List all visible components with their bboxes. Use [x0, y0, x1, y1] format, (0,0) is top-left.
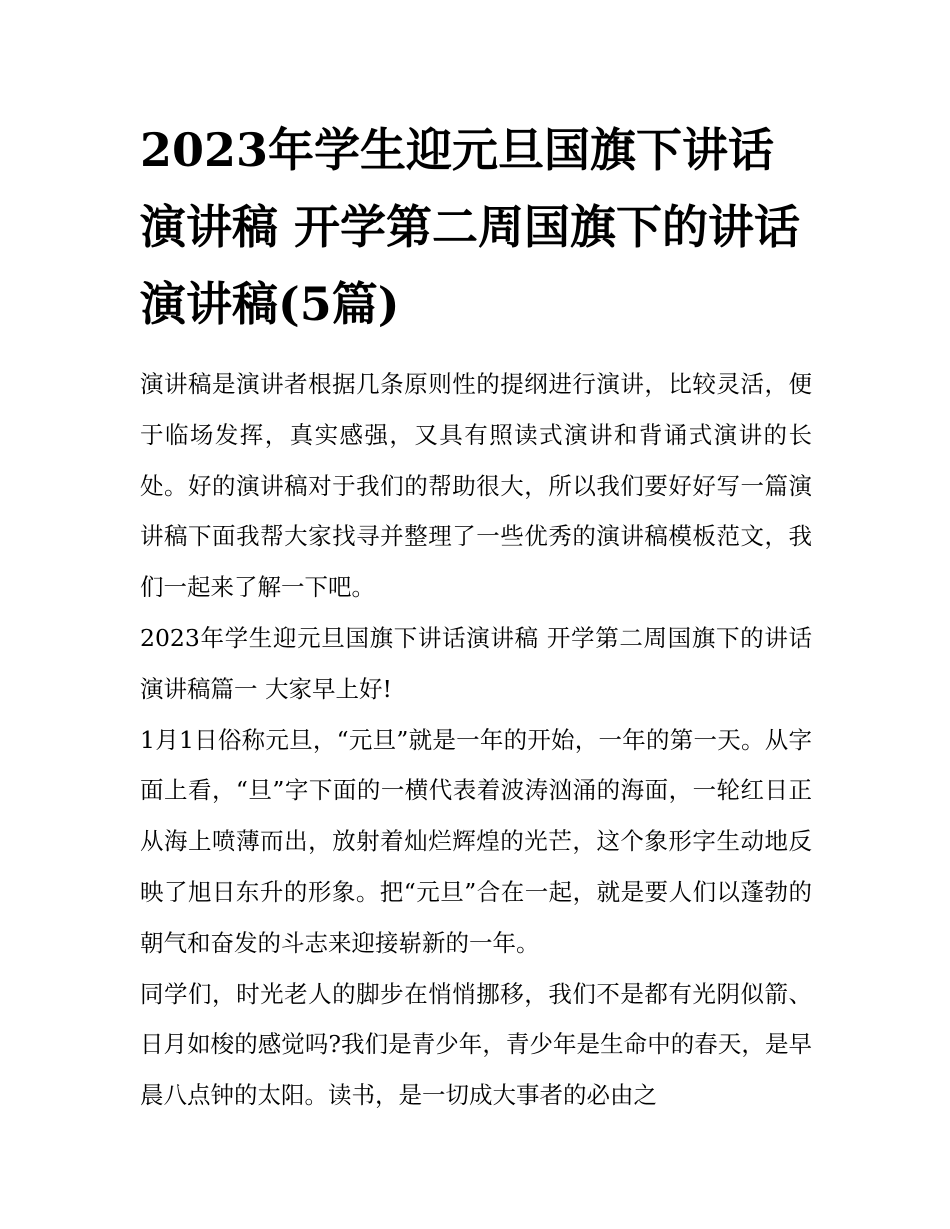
- document-body: [140, 359, 812, 1121]
- document-content: [140, 112, 812, 1121]
- document-title: 2023年学生迎元旦国旗下讲话演讲稿 开学第二周国旗下的讲话演讲稿(5篇): [140, 123, 801, 331]
- paragraph-speech-heading: 2023年学生迎元旦国旗下讲话演讲稿 开学第二周国旗下的讲话演讲稿篇一 大家早上好!: [140, 623, 812, 703]
- paragraph-classmates: 同学们，时光老人的脚步在悄悄挪移，我们不是都有光阴似箭、日月如梭的感觉吗?我们是青少年，青少年是生命中的春天，是早晨八点钟的太阳。读书，是一切成大事者的必由之: [140, 979, 812, 1110]
- paragraph-new-year: 1月1日俗称元旦，“元旦”就是一年的开始，一年的第一天。从字面上看，“旦”字下面的一横代表着波涛汹涌的海面，一轮红日正从海上喷薄而出，放射着灿烂辉煌的光芒，这个象形字生动地反映了旭日东升的形象。把“元旦”合在一起，就是要人们以蓬勃的朝气和奋发的斗志来迎接崭新的一年。: [140, 725, 812, 957]
- paragraph-intro: 演讲稿是演讲者根据几条原则性的提纲进行演讲，比较灵活，便于临场发挥，真实感强，又具有照读式演讲和背诵式演讲的长处。好的演讲稿对于我们的帮助很大，所以我们要好好写一篇演讲稿下面我帮大家找寻并整理了一些优秀的演讲稿模板范文，我们一起来了解一下吧。: [140, 370, 812, 602]
